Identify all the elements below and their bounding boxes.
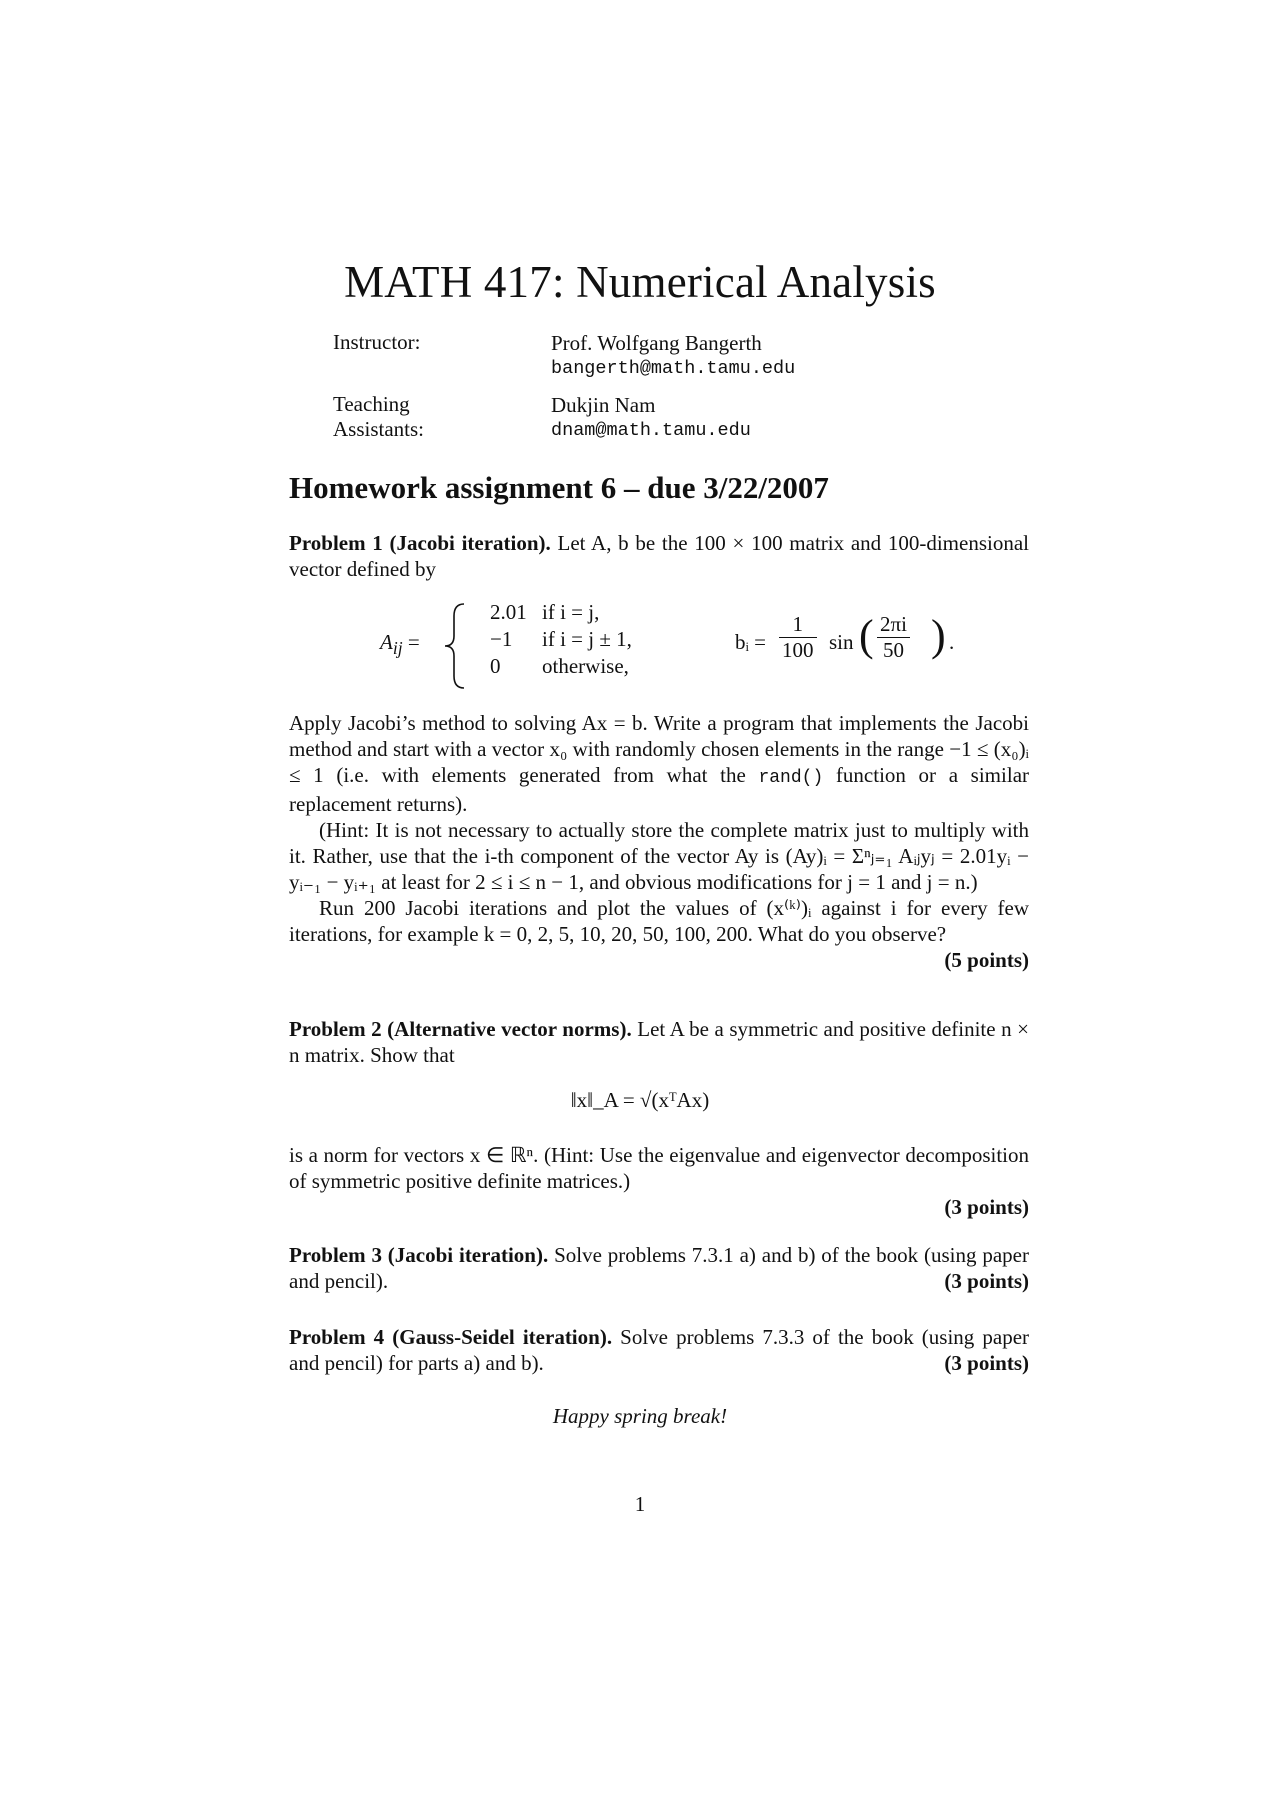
problem-1-intro-text: Let A, b be the 100 × 100 matrix and 100-dimensional vector defined by [289,531,1030,581]
ta-label: Teaching Assistants: [333,392,425,441]
fraction: $\frac{2\pi i}{50}$ [877,612,910,663]
ta-email: dnam@math.tamu.edu [551,420,751,441]
ta-name: Dukjin Nam [551,393,656,417]
case-row: 2.01 if i = j, [490,600,600,624]
assignment-heading: Homework assignment 6 – due 3/22/2007 [289,470,829,505]
closing-note: Happy spring break! [552,1404,728,1428]
problem-2-title: Problem 2 (Alternative vector norms). [289,1017,632,1041]
course-title: MATH 417: Numerical Analysis [344,257,936,307]
fraction: $\frac{1}{100}$ [779,612,817,663]
problem-3-text: Solve problems 7.3.1 a) and b) of the book (using paper and pencil). [289,1243,1029,1293]
case-row: −1 if i = j ± 1, [490,627,632,651]
instructor-email: bangerth@math.tamu.edu [551,358,796,379]
problem-1-task: Run 200 Jacobi iterations and plot the values of (x⁽ᵏ⁾)ᵢ against i for every few iterations, for example k = 0, 2, 5, 10, 20, 50, 100, 200. What do you observe? [289,896,1029,946]
instructor-name: Prof. Wolfgang Bangerth [551,331,762,355]
problem-1-title: Problem 1 (Jacobi iteration). [289,531,551,555]
problem-1-intro [289,530,1029,582]
document-page: MATH 417: Numerical Analysis Instructor: Prof. Wolfgang Bangerth bangerth@math.tamu.edu Teaching Assistants: Dukjin Nam dnam@math.tamu.edu Homework assignment 6 – due 3/22/2007 Problem 1 (Jacobi iteration). Let A, b be the 100 × 100 matrix and 100-dimensional vector defined by $A_{ij}$ = 2.01 if i = j, −1 if i = j ± 1, 0 otherwise, bᵢ = $\frac{1}{100}$ sin ( $\frac{2\pi i}{50}$ ) . Apply Jacobi’s method to solving Ax = b. Write a program that implements the Jacobi method and start with a vector x₀ with randomly chosen elements in the range −1 ≤ (x₀)ᵢ ≤ 1 (i.e. with elements generated from what the rand() function or a similar replacement returns). (Hint: It is not necessary to actually store the complete matrix just to multiply with it. Rather, use that the i-th component of the vector Ay is (Ay)ᵢ = Σⁿⱼ₌₁ Aᵢⱼyⱼ = 2.01yᵢ − yᵢ₋₁ − yᵢ₊₁ at least for 2 ≤ i ≤ n − 1, and obvious modifications for j = 1 and j = n.) Run 200 Jacobi iterations and plot the values of (x⁽ᵏ⁾)ᵢ against i for every few iterations, for example k = 0, 2, 5, 10, 20, 50, 100, 200. What do you observe? (5 points) Problem 2 (Alternative vector norms). Let A be a symmetric and positive definite n × n matrix. Show that ‖x‖_A = √(xᵀAx) is a norm for vectors x ∈ ℝⁿ. (Hint: Use the eigenvalue and eigenvector decomposition of symmetric positive definite matrices.) (3 points) Problem 3 (Jacobi iteration). Solve problems 7.3.1 a) and b) of the book (using paper and pencil). (3 points) Problem 4 (Gauss-Seidel iteration). Solve problems 7.3.3 of the book (using paper and pencil) for parts a) and b). (3 points) Happy spring break! 1 [0,0,1280,1811]
case-row: 0 otherwise, [490,654,629,678]
problem-1-hint: (Hint: It is not necessary to actually store the complete matrix just to multiply with it. Rather, use that the i-th component of the vector Ay is (Ay)ᵢ = Σⁿⱼ₌₁ Aᵢⱼyⱼ = 2.01yᵢ − yᵢ₋₁ − yᵢ₊₁ at least for 2 ≤ i ≤ n − 1, and obvious modifications for j = 1 and j = n.) [289,818,1029,894]
problem-1-paragraph: Apply Jacobi’s method to solving Ax = b. Write a program that implements the Jacobi method and start with a vector x₀ with randomly chosen elements in the range −1 ≤ (x₀)ᵢ ≤ 1 (i.e. with elements generated from what the rand() function or a similar replacement returns). [289,711,1030,816]
problem-2-points: (3 points) [944,1195,1029,1219]
problem-3-points: (3 points) [944,1269,1029,1293]
left-brace-icon [442,602,468,690]
ta-info [551,392,751,444]
problem-2-intro: Let A be a symmetric and positive definite n × n matrix. Show that [289,1017,1030,1067]
page-number: 1 [634,1492,646,1516]
problem-1-body [289,710,1029,973]
problem-2 [289,1016,1029,1068]
instructor-info [551,330,795,382]
problem-4 [289,1324,1029,1376]
problem-2-paragraph: is a norm for vectors x ∈ ℝⁿ. (Hint: Use the eigenvalue and eigenvector decomposition of symmetric positive definite matrices.) [289,1143,1029,1193]
instructor-label: Instructor: [333,330,421,354]
matrix-cases [490,600,690,681]
problem-4-text: Solve problems 7.3.3 of the book (using paper and pencil) for parts a) and b). [289,1325,1030,1375]
problem-4-title: Problem 4 (Gauss-Seidel iteration). [289,1325,613,1349]
norm-equation: ‖x‖_A = √(xᵀAx) [570,1088,710,1112]
problem-3 [289,1242,1029,1294]
problem-4-points: (3 points) [944,1351,1029,1375]
problem-2-body [289,1142,1029,1220]
problem-1-points: (5 points) [944,948,1029,972]
rand-code: rand() [758,768,824,788]
problem-3-title: Problem 3 (Jacobi iteration). [289,1243,549,1267]
